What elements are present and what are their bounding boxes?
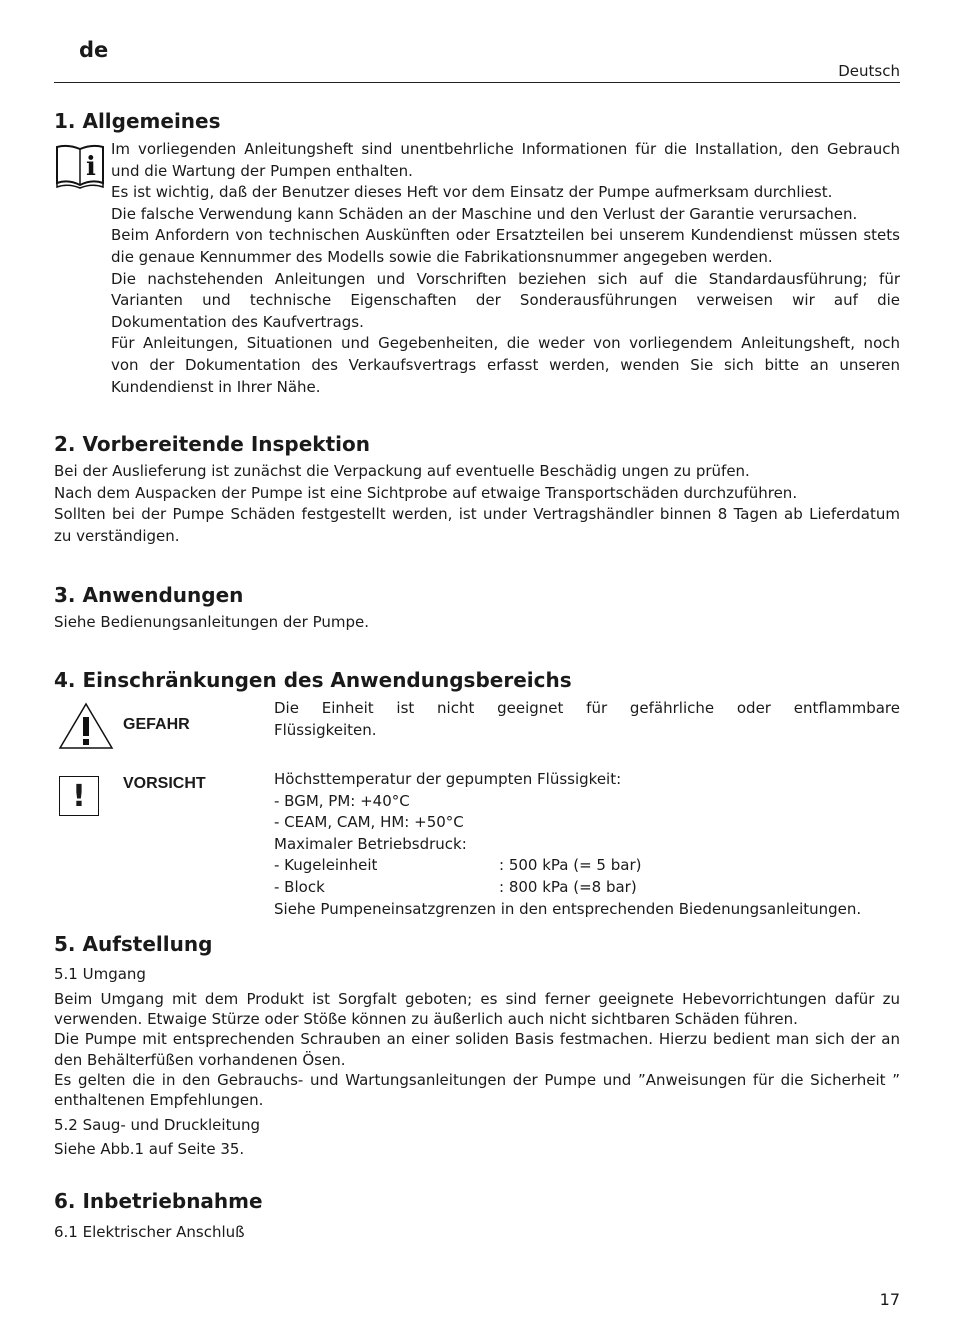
text-line: Sollten bei der Pumpe Schäden festgestellt werden, ist under Vertragshändler binnen 8 Tagen ab Lieferdatum xyxy=(54,505,900,524)
pressure-name: - Kugeleinheit xyxy=(274,856,378,875)
text-line: Die Einheit ist nicht geeignet für gefährliche oder entflammbare xyxy=(274,699,900,717)
caution-text xyxy=(274,769,900,920)
section-6-title: 6. Inbetriebnahme xyxy=(54,1189,263,1213)
subsection-5-1-title: 5.1 Umgang xyxy=(54,965,146,983)
language-name: Deutsch xyxy=(838,62,900,80)
section-5-title: 5. Aufstellung xyxy=(54,932,213,956)
subsection-5-2-title: 5.2 Saug- und Druckleitung xyxy=(54,1116,260,1134)
text-line: Siehe Abb.1 auf Seite 35. xyxy=(54,1140,245,1158)
text-line: Dokumentation des Kaufvertrags. xyxy=(111,312,364,331)
pressure-value: : 500 kPa (= 5 bar) xyxy=(499,856,642,875)
pressure-row xyxy=(274,877,900,899)
text-line: Maximaler Betriebsdruck: xyxy=(274,834,467,853)
section-3-title: 3. Anwendungen xyxy=(54,583,244,607)
text-line: - BGM, PM: +40°C xyxy=(274,791,410,810)
text-line: Varianten und technische Eigenschaften der Sonderausführungen verweisen wir auf die xyxy=(111,291,900,310)
text-line: verwenden. Etwaige Stürze oder Stöße können zu äußerlich auch nicht sichtbaren Schäden führen. xyxy=(54,1010,798,1029)
text-line: Die Pumpe mit entsprechenden Schrauben an einer soliden Basis festmachen. Hierzu bedient man sich der an xyxy=(54,1030,900,1049)
text-line: Beim Anfordern von technischen Auskünften oder Ersatzteilen bei unserem Kundendienst müssen stets xyxy=(111,226,900,245)
text-line: zu verständigen. xyxy=(54,526,180,545)
caution-box-icon: ! xyxy=(59,776,99,816)
text-line: und die Wartung der Pumpen enthalten. xyxy=(111,161,413,180)
subsection-6-1-title: 6.1 Elektrischer Anschluß xyxy=(54,1223,245,1241)
danger-label: GEFAHR xyxy=(123,716,190,733)
section-2-title: 2. Vorbereitende Inspektion xyxy=(54,432,370,456)
text-line: Die nachstehenden Anleitungen und Vorschriften beziehen sich auf die Standardausführung; für xyxy=(111,269,900,288)
section-1-title: 1. Allgemeines xyxy=(54,109,221,133)
text-line: Siehe Bedienungsanleitungen der Pumpe. xyxy=(54,613,369,631)
text-line: den Behälterfüßen vorhandenen Ösen. xyxy=(54,1050,346,1069)
info-manual-icon xyxy=(54,143,106,189)
section-2-body xyxy=(54,461,900,547)
text-line: Für Anleitungen, Situationen und Gegebenheiten, die weder von vorliegendem Anleitungsheft, noch xyxy=(111,334,900,353)
text-line: Kundendienst in Ihrer Nähe. xyxy=(111,377,321,396)
language-code: de xyxy=(79,38,109,62)
text-line: Es ist wichtig, daß der Benutzer dieses Heft vor dem Einsatz der Pumpe aufmerksam durchliest. xyxy=(111,183,833,202)
text-line: Bei der Auslieferung ist zunächst die Verpackung auf eventuelle Beschädig ungen zu prüfen. xyxy=(54,462,750,480)
subsection-5-2-body xyxy=(54,1139,900,1161)
section-1-body xyxy=(111,139,900,398)
text-line: die genaue Kennummer des Modells sowie die Fabrikationsnummer angegeben werden. xyxy=(111,247,773,266)
text-line: Nach dem Auspacken der Pumpe ist eine Sichtprobe auf etwaige Transportschäden durchzuführen. xyxy=(54,483,798,502)
text-line: Beim Umgang mit dem Produkt ist Sorgfalt geboten; es sind ferner geeignete Hebevorrichtungen dafür zu xyxy=(54,990,900,1008)
danger-text xyxy=(274,698,900,741)
section-3-body xyxy=(54,612,900,634)
subsection-5-1-body xyxy=(54,989,900,1110)
text-line: Höchsttemperatur der gepumpten Flüssigkeit: xyxy=(274,770,622,788)
text-line: enthaltenen Empfehlungen. xyxy=(54,1091,264,1110)
header-rule xyxy=(54,82,900,83)
pressure-value: : 800 kPa (=8 bar) xyxy=(499,877,637,896)
page-number: 17 xyxy=(879,1290,900,1309)
caution-label: VORSICHT xyxy=(123,775,206,792)
text-line: Die falsche Verwendung kann Schäden an der Maschine und den Verlust der Garantie verursachen. xyxy=(111,204,858,223)
text-line: Es gelten die in den Gebrauchs- und Wartungsanleitungen der Pumpe und ”Anweisungen für die Sicherheit ” xyxy=(54,1070,900,1089)
text-line: Im vorliegenden Anleitungsheft sind unentbehrliche Informationen für die Installation, den Gebrauch xyxy=(111,140,900,158)
section-4-title: 4. Einschränkungen des Anwendungsbereichs xyxy=(54,668,572,692)
text-line: Siehe Pumpeneinsatzgrenzen in den entsprechenden Biedenungsanleitungen. xyxy=(274,899,862,918)
pressure-name: - Block xyxy=(274,877,325,896)
text-line: von der Dokumentation des Verkaufsvertrags erfasst werden, wenden Sie sich bitte an unseren xyxy=(111,355,900,374)
text-line: Flüssigkeiten. xyxy=(274,720,377,739)
warning-triangle-icon xyxy=(58,702,114,750)
svg-text:i: i xyxy=(86,152,96,182)
pressure-row xyxy=(274,855,900,877)
text-line: - CEAM, CAM, HM: +50°C xyxy=(274,813,464,832)
